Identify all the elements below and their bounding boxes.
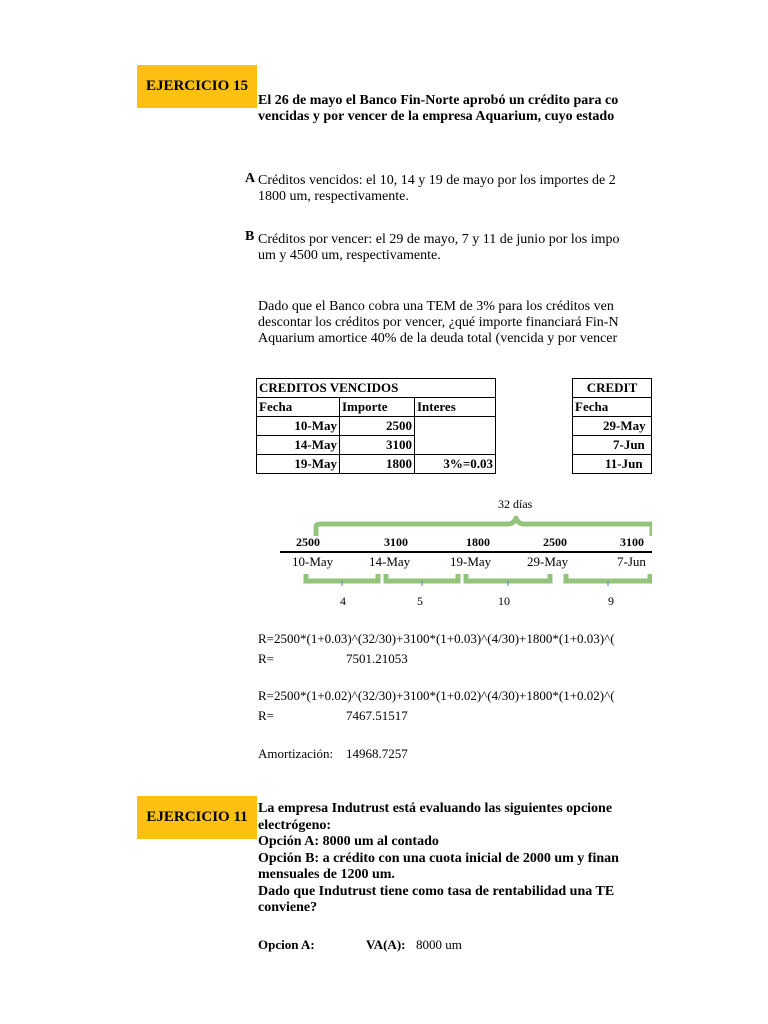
cell-fecha: 10-May — [257, 417, 340, 436]
cell-interes — [415, 436, 496, 455]
date-label: 7-Jun — [617, 554, 646, 569]
r1-value: 7501.21053 — [346, 651, 408, 666]
amortizacion-value: 14968.7257 — [346, 746, 408, 761]
span-bracket — [316, 518, 652, 536]
table-row — [257, 436, 496, 455]
r1-label: R= — [258, 651, 275, 666]
table-row — [257, 417, 496, 436]
cell-importe: 3100 — [340, 436, 415, 455]
ex11-line: La empresa Indutrust está evaluando las siguientes opcione — [258, 801, 613, 816]
cell-interes: 3%=0.03 — [415, 455, 496, 474]
ex15-intro-line-2: vencidas y por vencer de la empresa Aquarium, cuyo estado — [258, 109, 615, 124]
amortizacion-label: Amortización: — [258, 746, 334, 761]
span-label: 32 días — [498, 497, 533, 511]
marker-a: A — [245, 171, 256, 186]
gap-bracket — [466, 574, 550, 581]
question-line-2: descontar los créditos por vencer, ¿qué importe financiará Fin-N — [258, 315, 619, 330]
gap-label: 4 — [340, 594, 346, 608]
question-line-1: Dado que el Banco cobra una TEM de 3% para los créditos ven — [258, 299, 614, 314]
ex11-line: electrógeno: — [258, 818, 332, 833]
amount-label: 3100 — [384, 535, 408, 549]
table-row — [257, 455, 496, 474]
ejercicio-11-badge — [137, 796, 257, 839]
b-line-1: Créditos por vencer: el 29 de mayo, 7 y 11 de junio por los impo — [258, 232, 620, 247]
cell-fecha: 7-Jun — [573, 436, 652, 455]
question-line-3: Aquarium amortice 40% de la deuda total (vencida y por vencer — [258, 331, 618, 346]
gap-bracket — [386, 574, 458, 581]
gap-label: 5 — [417, 594, 423, 608]
cell-fecha: 11-Jun — [573, 455, 652, 474]
header-fecha: Fecha — [573, 398, 652, 417]
date-label: 19-May — [450, 554, 492, 569]
r2-value: 7467.51517 — [346, 708, 408, 723]
table-creditos-vencidos — [256, 378, 496, 474]
amount-label: 2500 — [543, 535, 567, 549]
ex11-line: mensuales de 1200 um. — [258, 867, 395, 882]
va-a-label: VA(A): — [366, 937, 406, 952]
date-label: 10-May — [292, 554, 334, 569]
cell-fecha: 14-May — [257, 436, 340, 455]
date-label: 14-May — [369, 554, 411, 569]
table-creditos-por-vencer — [572, 378, 652, 474]
table-title: CREDIT — [573, 379, 652, 398]
table-row — [573, 417, 652, 436]
ejercicio-15-label: EJERCICIO 15 — [145, 78, 249, 94]
opcion-a-label: Opcion A: — [258, 937, 315, 952]
r2-label: R= — [258, 708, 275, 723]
ex15-intro-line-1: El 26 de mayo el Banco Fin-Norte aprobó un crédito para co — [258, 93, 619, 108]
ex11-line: Opción B: a crédito con una cuota inicial de 2000 um y finan — [258, 851, 619, 866]
amount-label: 1800 — [466, 535, 490, 549]
cell-importe: 2500 — [340, 417, 415, 436]
amount-label: 3100 — [620, 535, 644, 549]
gap-label: 10 — [498, 594, 510, 608]
va-a-value: 8000 um — [416, 937, 462, 952]
table-title: CREDITOS VENCIDOS — [257, 379, 496, 398]
cell-interes — [415, 417, 496, 436]
table-row — [573, 436, 652, 455]
ejercicio-15-badge — [137, 65, 257, 108]
gap-bracket — [306, 574, 378, 581]
ex11-line: Opción A: 8000 um al contado — [258, 834, 439, 849]
gap-label: 9 — [608, 594, 614, 608]
r1-formula: R=2500*(1+0.03)^(32/30)+3100*(1+0.03)^(4/30)+1800*(1+0.03)^( — [258, 631, 615, 646]
ex11-line: Dado que Indutrust tiene como tasa de rentabilidad una TE — [258, 884, 615, 899]
ex11-line: conviene? — [258, 900, 318, 915]
cell-fecha: 29-May — [573, 417, 652, 436]
gap-bracket — [566, 574, 650, 581]
header-importe: Importe — [340, 398, 415, 417]
r2-formula: R=2500*(1+0.02)^(32/30)+3100*(1+0.02)^(4/30)+1800*(1+0.02)^( — [258, 688, 615, 703]
amount-label: 2500 — [296, 535, 320, 549]
timeline-diagram — [0, 490, 652, 615]
b-line-2: um y 4500 um, respectivamente. — [258, 248, 441, 263]
a-line-1: Créditos vencidos: el 10, 14 y 19 de mayo por los importes de 2 — [258, 173, 616, 188]
ejercicio-11-label: EJERCICIO 11 — [146, 809, 248, 825]
date-label: 29-May — [527, 554, 569, 569]
header-fecha: Fecha — [257, 398, 340, 417]
table-row — [573, 455, 652, 474]
cell-fecha: 19-May — [257, 455, 340, 474]
marker-b: B — [245, 229, 255, 244]
header-interes: Interes — [415, 398, 496, 417]
cell-importe: 1800 — [340, 455, 415, 474]
a-line-2: 1800 um, respectivamente. — [258, 189, 409, 204]
